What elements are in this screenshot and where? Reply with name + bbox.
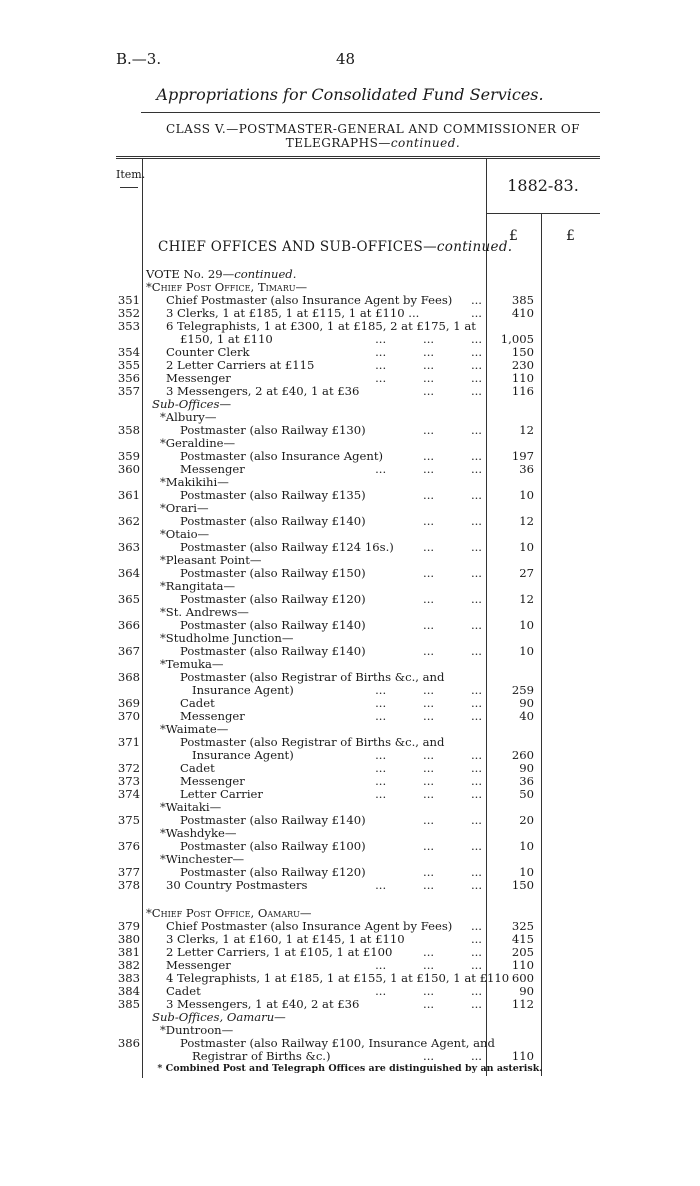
item-description: Postmaster (also Railway £140)	[180, 514, 366, 528]
table-top-rule	[116, 156, 600, 157]
table-row	[0, 1037, 700, 1050]
item-description: Postmaster (also Railway £140)	[180, 618, 366, 632]
item-number: 359	[117, 449, 141, 463]
leader-dots: ... ... ...	[375, 748, 482, 762]
leader-dots: ... ...	[423, 592, 482, 606]
table-row	[0, 749, 700, 762]
amount: 205	[511, 945, 534, 959]
item-description: 3 Messengers, 1 at £40, 2 at £36	[166, 997, 360, 1011]
item-description: *Pleasant Point—	[160, 553, 262, 567]
item-number: 363	[117, 540, 141, 554]
table-row	[0, 710, 700, 723]
leader-dots: ... ... ...	[375, 774, 482, 788]
leader-dots: ... ... ...	[375, 709, 482, 723]
item-description: *Makikihi—	[160, 475, 229, 489]
item-number: 357	[117, 384, 141, 398]
item-description: Postmaster (also Railway £100, Insurance Agent, and	[180, 1036, 495, 1050]
amount: 36	[519, 462, 534, 476]
item-number: 381	[117, 945, 141, 959]
leader-dots: ... ... ...	[375, 958, 482, 972]
leader-dots: ... ...	[423, 997, 482, 1011]
item-description: *Temuka—	[160, 657, 224, 671]
item-description: Postmaster (also Insurance Agent)	[180, 449, 384, 463]
item-description: Cadet	[166, 984, 201, 998]
item-number: 383	[117, 971, 141, 985]
table-row	[0, 946, 700, 959]
table-row	[0, 320, 700, 333]
item-header-rule	[120, 187, 138, 188]
class-heading-line1: CLASS V.—POSTMASTER-GENERAL AND COMMISSIONER OF	[165, 122, 580, 136]
item-number: 367	[117, 644, 141, 658]
item-description: Letter Carrier	[180, 787, 263, 801]
table-row	[0, 450, 700, 463]
leader-dots: ...	[470, 306, 482, 320]
table-row	[0, 671, 700, 684]
table-row	[0, 398, 700, 411]
table-row	[0, 593, 700, 606]
item-description: *Rangitata—	[160, 579, 236, 593]
section-heading	[158, 239, 512, 255]
item-description: Postmaster (also Railway £140)	[180, 813, 366, 827]
item-description: 3 Messengers, 2 at £40, 1 at £36	[166, 384, 360, 398]
amount: 10	[519, 839, 534, 853]
table-row	[0, 333, 700, 346]
item-number: 382	[117, 958, 141, 972]
table-row	[0, 515, 700, 528]
table-row	[0, 998, 700, 1011]
leader-dots: ...	[470, 293, 482, 307]
item-description: Postmaster (also Railway £140)	[180, 644, 366, 658]
table-row	[0, 1011, 700, 1024]
leader-dots: ... ... ...	[375, 878, 482, 892]
leader-dots: ... ... ...	[375, 683, 482, 697]
leader-dots: ... ... ...	[375, 787, 482, 801]
item-number: 371	[117, 735, 141, 749]
item-description: Cadet	[180, 696, 215, 710]
item-column-header: Item.	[116, 168, 146, 181]
page-number: 48	[336, 50, 356, 68]
table-row	[0, 268, 700, 281]
table-row	[0, 866, 700, 879]
item-description: Insurance Agent)	[192, 683, 294, 697]
table-row	[0, 788, 700, 801]
item-description: Messenger	[166, 371, 231, 385]
item-number: 351	[117, 293, 141, 307]
amount: 40	[519, 709, 534, 723]
amount: 90	[519, 696, 534, 710]
item-number: 365	[117, 592, 141, 606]
leader-dots: ... ... ...	[375, 984, 482, 998]
item-description: Insurance Agent)	[192, 748, 294, 762]
item-description: *Waimate—	[160, 722, 229, 736]
amount: 410	[511, 306, 534, 320]
amount: 10	[519, 618, 534, 632]
table-top-rule-2	[116, 158, 600, 159]
document-ref: B.—3.	[116, 50, 162, 68]
table-row	[0, 775, 700, 788]
item-number: 352	[117, 306, 141, 320]
item-description: 30 Country Postmasters	[166, 878, 308, 892]
table-row	[0, 346, 700, 359]
item-number: 380	[117, 932, 141, 946]
item-description: 3 Clerks, 1 at £160, 1 at £145, 1 at £110	[166, 932, 405, 946]
section-heading-continued: continued.	[436, 239, 513, 255]
item-number: 377	[117, 865, 141, 879]
leader-dots: ... ... ...	[375, 462, 482, 476]
item-number: 372	[117, 761, 141, 775]
item-description: *Chief Post Office, Timaru—	[146, 280, 308, 294]
leader-dots: ... ...	[423, 566, 482, 580]
item-description: Postmaster (also Railway £130)	[180, 423, 366, 437]
table-row	[0, 385, 700, 398]
item-description: Sub-Offices, Oamaru—	[152, 1010, 286, 1024]
item-description: Postmaster (also Registrar of Births &c., and	[180, 670, 445, 684]
table-row	[0, 814, 700, 827]
item-description: *Washdyke—	[160, 826, 237, 840]
leader-dots: ... ...	[423, 618, 482, 632]
item-number: 358	[117, 423, 141, 437]
amount: 150	[511, 345, 534, 359]
table-row	[0, 359, 700, 372]
table-row	[0, 972, 700, 985]
leader-dots: ... ...	[423, 449, 482, 463]
amount: 385	[511, 293, 534, 307]
leader-dots: ... ...	[423, 540, 482, 554]
footnote: * Combined Post and Telegraph Offices are distinguished by an asterisk.	[157, 1063, 543, 1074]
item-number: 385	[117, 997, 141, 1011]
table-row	[0, 489, 700, 502]
item-number: 355	[117, 358, 141, 372]
item-number: 354	[117, 345, 141, 359]
title-rule	[141, 112, 600, 113]
item-description: Messenger	[180, 462, 245, 476]
item-number: 375	[117, 813, 141, 827]
item-description: Chief Postmaster (also Insurance Agent by Fees)	[166, 919, 453, 933]
leader-dots: ... ...	[423, 865, 482, 879]
amount: 197	[511, 449, 534, 463]
item-number: 378	[117, 878, 141, 892]
item-description: Postmaster (also Registrar of Births &c., and	[180, 735, 445, 749]
amount: 50	[519, 787, 534, 801]
leader-dots: ... ...	[423, 514, 482, 528]
item-description: *Chief Post Office, Oamaru—	[146, 906, 312, 920]
table-row	[0, 762, 700, 775]
class-heading-line2	[138, 136, 608, 150]
item-number: 368	[117, 670, 141, 684]
item-description: £150, 1 at £110	[180, 332, 273, 346]
item-description: 2 Letter Carriers, 1 at £105, 1 at £100	[166, 945, 393, 959]
leader-dots: ...	[470, 919, 482, 933]
leader-dots: ... ...	[423, 813, 482, 827]
item-number: 361	[117, 488, 141, 502]
amount: 230	[511, 358, 534, 372]
table-row	[0, 736, 700, 749]
year-header: 1882-83.	[507, 176, 579, 195]
item-description: Postmaster (also Railway £124 16s.)	[180, 540, 394, 554]
leader-dots: ... ...	[423, 488, 482, 502]
table-row	[0, 840, 700, 853]
item-number: 364	[117, 566, 141, 580]
item-number: 376	[117, 839, 141, 853]
item-number: 373	[117, 774, 141, 788]
leader-dots: ... ... ...	[375, 696, 482, 710]
leader-dots: ... ... ...	[375, 761, 482, 775]
item-number: 356	[117, 371, 141, 385]
item-description: Postmaster (also Railway £120)	[180, 592, 366, 606]
item-number: 369	[117, 696, 141, 710]
item-description: Sub-Offices—	[152, 397, 232, 411]
item-description: Messenger	[166, 958, 231, 972]
item-description: *Orari—	[160, 501, 209, 515]
amount: 90	[519, 984, 534, 998]
amount: 20	[519, 813, 534, 827]
item-description: 3 Clerks, 1 at £185, 1 at £115, 1 at £110 ...	[166, 306, 420, 320]
amount: 260	[511, 748, 534, 762]
leader-dots: ... ... ...	[375, 371, 482, 385]
item-description: Postmaster (also Railway £120)	[180, 865, 366, 879]
currency-symbol-1: £	[509, 228, 518, 244]
year-header-rule	[486, 213, 600, 214]
table-row	[0, 879, 700, 892]
amount: 12	[519, 592, 534, 606]
amount: 110	[511, 958, 534, 972]
leader-dots: ... ...	[423, 384, 482, 398]
class-heading-main: TELEGRAPHS—	[285, 136, 391, 150]
amount: 600	[511, 971, 534, 985]
amount: 116	[511, 384, 534, 398]
section-heading-main: CHIEF OFFICES AND SUB-OFFICES—	[158, 239, 437, 255]
class-heading-continued: continued.	[390, 136, 461, 150]
leader-dots: ... ...	[423, 839, 482, 853]
item-description: 6 Telegraphists, 1 at £300, 1 at £185, 2 at £175, 1 at	[166, 319, 476, 333]
item-description: *Studholme Junction—	[160, 631, 294, 645]
amount: 90	[519, 761, 534, 775]
table-row	[0, 684, 700, 697]
item-description: *Albury—	[160, 410, 217, 424]
table-row	[0, 619, 700, 632]
leader-dots: ... ...	[423, 644, 482, 658]
item-number: 362	[117, 514, 141, 528]
amount: 112	[511, 997, 534, 1011]
item-description: *Waitaki—	[160, 800, 222, 814]
item-description: Counter Clerk	[166, 345, 250, 359]
item-description: Postmaster (also Railway £150)	[180, 566, 366, 580]
table-row	[0, 567, 700, 580]
amount: 10	[519, 488, 534, 502]
leader-dots: ... ... ...	[375, 358, 482, 372]
item-number: 374	[117, 787, 141, 801]
item-description: *Winchester—	[160, 852, 245, 866]
amount: 12	[519, 423, 534, 437]
leader-dots: ... ... ...	[375, 345, 482, 359]
amount: 10	[519, 865, 534, 879]
currency-symbol-2: £	[566, 228, 575, 244]
item-description: Postmaster (also Railway £100)	[180, 839, 366, 853]
amount: 36	[519, 774, 534, 788]
item-description: 2 Letter Carriers at £115	[166, 358, 315, 372]
item-number: 379	[117, 919, 141, 933]
item-description: Postmaster (also Railway £135)	[180, 488, 366, 502]
leader-dots: ... ...	[423, 1049, 482, 1063]
amount: 110	[511, 371, 534, 385]
item-number: 386	[117, 1036, 141, 1050]
item-number: 384	[117, 984, 141, 998]
item-description: *Otaio—	[160, 527, 210, 541]
amount: 27	[519, 566, 534, 580]
table-row	[0, 645, 700, 658]
amount: 1,005	[500, 332, 534, 346]
item-description: *Geraldine—	[160, 436, 236, 450]
item-description: *Duntroon—	[160, 1023, 234, 1037]
item-description: VOTE No. 29—continued.	[146, 267, 297, 281]
continued-label: continued.	[234, 267, 297, 281]
table-row	[0, 463, 700, 476]
leader-dots: ... ... ...	[375, 332, 482, 346]
amount: 110	[511, 1049, 534, 1063]
table-row	[0, 1050, 700, 1063]
item-number: 366	[117, 618, 141, 632]
amount: 415	[511, 932, 534, 946]
table-row	[0, 424, 700, 437]
item-number: 353	[117, 319, 141, 333]
item-number: 360	[117, 462, 141, 476]
leader-dots: ... ...	[423, 423, 482, 437]
amount: 10	[519, 540, 534, 554]
item-number: 370	[117, 709, 141, 723]
amount: 10	[519, 644, 534, 658]
table-row	[0, 541, 700, 554]
item-description: Cadet	[180, 761, 215, 775]
page-title: Appropriations for Consolidated Fund Services.	[156, 85, 544, 104]
amount: 259	[511, 683, 534, 697]
amount: 325	[511, 919, 534, 933]
item-description: Registrar of Births &c.)	[192, 1049, 331, 1063]
leader-dots: ... ...	[423, 945, 482, 959]
item-description: *St. Andrews—	[160, 605, 249, 619]
amount: 150	[511, 878, 534, 892]
item-description: Chief Postmaster (also Insurance Agent by Fees)	[166, 293, 453, 307]
item-description: Messenger	[180, 774, 245, 788]
table-row	[0, 697, 700, 710]
leader-dots: ...	[470, 932, 482, 946]
amount: 12	[519, 514, 534, 528]
item-description: 4 Telegraphists, 1 at £185, 1 at £155, 1 at £150, 1 at £110	[166, 971, 510, 985]
item-description: Messenger	[180, 709, 245, 723]
